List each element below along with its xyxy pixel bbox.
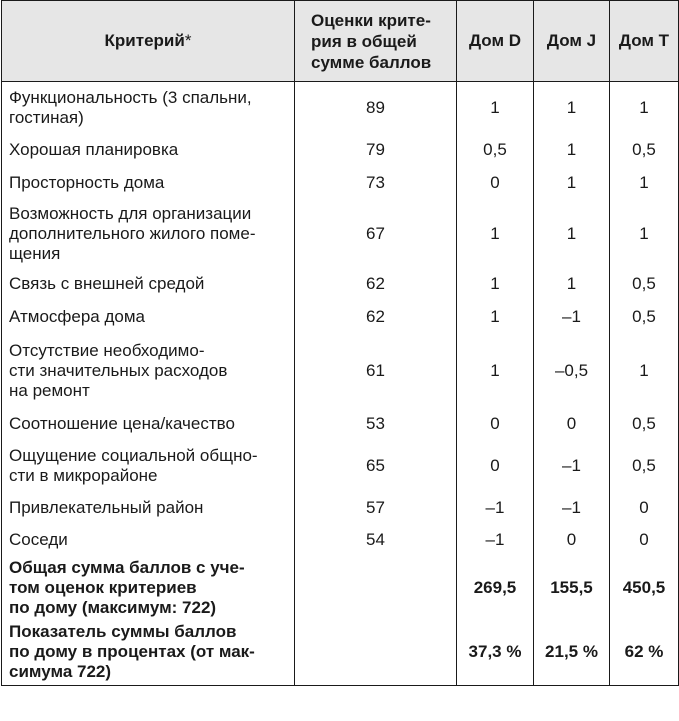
header-criterion-label: Критерий — [104, 31, 185, 50]
criterion-weight: 62 — [295, 268, 457, 301]
score-house-d: –1 — [457, 492, 534, 524]
criterion-weight: 65 — [295, 441, 457, 492]
criterion-name: Хорошая планировка — [2, 134, 295, 167]
score-house-t: 1 — [610, 334, 679, 408]
criterion-weight — [295, 557, 457, 620]
score-house-j: 1 — [534, 134, 610, 167]
score-house-d: 0 — [457, 408, 534, 441]
score-house-t: 1 — [610, 82, 679, 134]
score-house-d: 1 — [457, 82, 534, 134]
score-house-t: 62 % — [610, 620, 679, 686]
criteria-table — [1, 0, 679, 686]
score-house-d: –1 — [457, 524, 534, 557]
table-row — [2, 408, 679, 441]
header-house-j: Дом J — [534, 1, 610, 82]
criterion-name: Отсутствие необходимо- сти значительных расходов на ремонт — [2, 334, 295, 408]
score-house-t: 450,5 — [610, 557, 679, 620]
score-house-j: 21,5 % — [534, 620, 610, 686]
criterion-name: Возможность для организации дополнительного жилого поме- щения — [2, 200, 295, 268]
criterion-name: Показатель суммы баллов по дому в процентах (от мак- симума 722) — [2, 620, 295, 686]
score-house-j: –0,5 — [534, 334, 610, 408]
score-house-j: 0 — [534, 408, 610, 441]
table-row — [2, 200, 679, 268]
score-house-t: 0,5 — [610, 408, 679, 441]
score-house-d: 269,5 — [457, 557, 534, 620]
header-criterion — [2, 1, 295, 82]
score-house-d: 0,5 — [457, 134, 534, 167]
criterion-weight: 57 — [295, 492, 457, 524]
table-row — [2, 82, 679, 134]
criterion-weight: 67 — [295, 200, 457, 268]
table-body — [2, 82, 679, 686]
criterion-name: Функциональность (3 спальни, гостиная) — [2, 82, 295, 134]
score-house-t: 1 — [610, 200, 679, 268]
score-house-j: 1 — [534, 200, 610, 268]
score-house-d: 0 — [457, 441, 534, 492]
table-row — [2, 524, 679, 557]
score-house-t: 0,5 — [610, 134, 679, 167]
table-row — [2, 334, 679, 408]
criterion-weight: 62 — [295, 301, 457, 334]
header-house-t: Дом T — [610, 1, 679, 82]
table-row — [2, 268, 679, 301]
table-row — [2, 301, 679, 334]
score-house-t: 0,5 — [610, 301, 679, 334]
score-house-j: 1 — [534, 167, 610, 200]
criterion-weight — [295, 620, 457, 686]
criterion-weight: 61 — [295, 334, 457, 408]
table-row — [2, 492, 679, 524]
score-house-j: 0 — [534, 524, 610, 557]
score-house-t: 0,5 — [610, 441, 679, 492]
table-row — [2, 134, 679, 167]
score-house-d: 1 — [457, 268, 534, 301]
score-house-t: 0,5 — [610, 268, 679, 301]
table-row — [2, 167, 679, 200]
score-house-d: 1 — [457, 200, 534, 268]
criterion-weight: 89 — [295, 82, 457, 134]
criterion-name: Привлекательный район — [2, 492, 295, 524]
criterion-name: Общая сумма баллов с уче- том оценок критериев по дому (максимум: 722) — [2, 557, 295, 620]
criterion-name: Соседи — [2, 524, 295, 557]
score-house-t: 0 — [610, 524, 679, 557]
total-row — [2, 620, 679, 686]
criterion-weight: 79 — [295, 134, 457, 167]
score-house-j: –1 — [534, 492, 610, 524]
criterion-name: Атмосфера дома — [2, 301, 295, 334]
score-house-d: 0 — [457, 167, 534, 200]
criterion-name: Ощущение социальной общно- сти в микрорайоне — [2, 441, 295, 492]
score-house-j: 1 — [534, 82, 610, 134]
criterion-name: Связь с внешней средой — [2, 268, 295, 301]
score-house-d: 1 — [457, 334, 534, 408]
score-house-j: 155,5 — [534, 557, 610, 620]
score-house-j: –1 — [534, 301, 610, 334]
table-row — [2, 441, 679, 492]
score-house-j: –1 — [534, 441, 610, 492]
header-house-d: Дом D — [457, 1, 534, 82]
score-house-t: 1 — [610, 167, 679, 200]
criterion-name: Просторность дома — [2, 167, 295, 200]
total-row — [2, 557, 679, 620]
header-criterion-mark: * — [184, 31, 192, 50]
criterion-weight: 54 — [295, 524, 457, 557]
score-house-d: 37,3 % — [457, 620, 534, 686]
criterion-weight: 73 — [295, 167, 457, 200]
header-weight: Оценки крите- рия в общей сумме баллов — [295, 1, 457, 82]
score-house-j: 1 — [534, 268, 610, 301]
score-house-t: 0 — [610, 492, 679, 524]
criterion-name: Соотношение цена/качество — [2, 408, 295, 441]
score-house-d: 1 — [457, 301, 534, 334]
criterion-weight: 53 — [295, 408, 457, 441]
header-row — [2, 1, 679, 82]
